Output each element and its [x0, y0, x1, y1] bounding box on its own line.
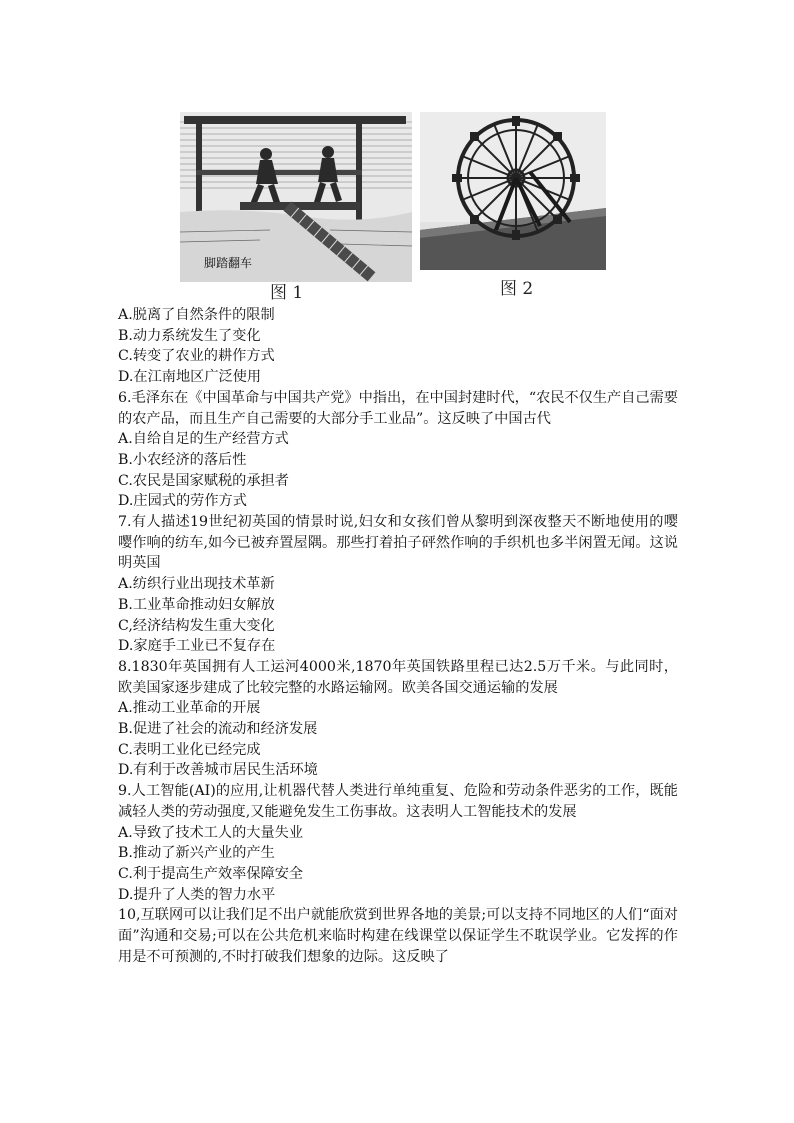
figure-1-label: 脚踏翻车 — [204, 256, 253, 270]
q5-option-c: C.转变了农业的耕作方式 — [118, 348, 275, 365]
q9-option-b: B.推动了新兴产业的产生 — [118, 845, 275, 862]
q6-option-a: A.自给自足的生产经营方式 — [118, 431, 289, 448]
q7-option-c: C,经济结构发生重大变化 — [118, 617, 275, 634]
figure-1-caption: 图 1 — [270, 283, 304, 303]
q9-option-c: C.利于提高生产效率保障安全 — [118, 865, 304, 882]
q5-option-b: B.动力系统发生了变化 — [118, 327, 261, 344]
figure-area — [180, 112, 610, 304]
q6-option-b: B.小农经济的落后性 — [118, 451, 247, 468]
q7-option-d: D.家庭手工业已不复存在 — [118, 638, 276, 655]
q6-option-d: D.庄园式的劳作方式 — [118, 493, 247, 510]
q6-stem: 6.毛泽东在《中国革命与中国共产党》中指出，在中国封建时代，“农民不仅生产自己需要的农产品，而且生产自己需要的大部分手工业品”。这反映了中国古代 — [118, 389, 678, 427]
q7-option-a: A.纺织行业出现技术革新 — [118, 576, 275, 593]
q5-option-a: A.脱离了自然条件的限制 — [118, 307, 275, 323]
q8-option-d: D.有利于改善城市居民生活环境 — [118, 762, 318, 779]
figure-2-caption: 图 2 — [500, 279, 534, 299]
q7-option-b: B.工业革命推动妇女解放 — [118, 596, 275, 613]
q6-option-c: C.农民是国家赋税的承担者 — [118, 472, 289, 489]
question-content — [118, 305, 678, 968]
q8-option-b: B.促进了社会的流动和经济发展 — [118, 721, 318, 738]
figure-2-illustration — [420, 112, 606, 270]
q9-option-d: D.提升了人类的智力水平 — [118, 886, 276, 903]
q7-stem: 7.有人描述19世纪初英国的情景时说,妇女和女孩们曾从黎明到深夜整天不断地使用的嘤嘤作响的纺车,如今已被弃置屋隅。那些打着拍子砰然作响的手织机也多半闲置无闻。这说明英国 — [118, 514, 678, 572]
q8-option-c: C.表明工业化已经完成 — [118, 741, 261, 758]
q10-stem: 10,互联网可以让我们足不出户就能欣赏到世界各地的美景;可以支持不同地区的人们“面对面”沟通和交易;可以在公共危机来临时构建在线课堂以保证学生不耽误学业。它发挥的作用是不可预测的,不时打破我们想象的边际。这反映了 — [118, 907, 678, 965]
figure-1-illustration — [180, 112, 412, 282]
q8-stem: 8.1830年英国拥有人工运河4000米,1870年英国铁路里程已达2.5万千米。与此同时，欧美国家逐步建成了比较完整的水路运输网。欧美各国交通运输的发展 — [118, 658, 678, 696]
q8-option-a: A.推动工业革命的开展 — [118, 700, 261, 717]
q9-option-a: A.导致了技术工人的大量失业 — [118, 824, 304, 841]
q5-option-d: D.在江南地区广泛使用 — [118, 369, 262, 386]
q9-stem: 9.人工智能(AI)的应用,让机器代替人类进行单纯重复、危险和劳动条件恶劣的工作，既能减轻人类的劳动强度,又能避免发生工伤事故。这表明人工智能技术的发展 — [118, 783, 678, 820]
